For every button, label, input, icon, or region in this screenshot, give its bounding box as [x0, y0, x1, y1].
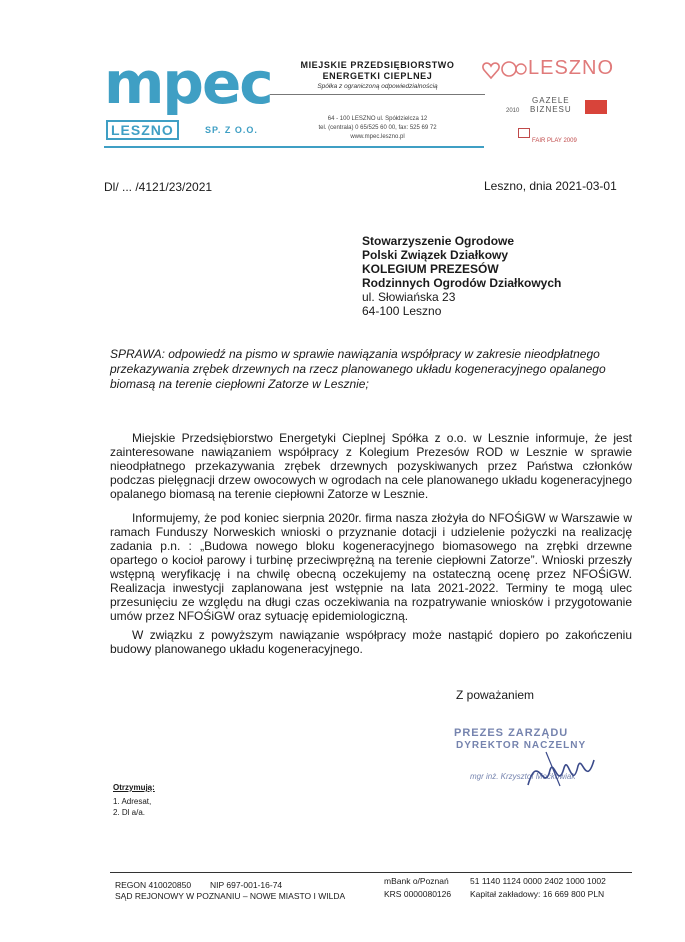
- city-logo-text: LESZNO: [528, 57, 615, 79]
- closing-salutation: Z poważaniem: [456, 688, 535, 702]
- footer-account: 51 1140 1124 0000 2402 1000 1002: [470, 876, 606, 886]
- fairplay-label: FAIR PLAY 2009: [532, 138, 577, 144]
- recipient-item-1: 1. Adresat,: [113, 797, 152, 806]
- city-heart-icon: [478, 58, 528, 82]
- footer-court: SĄD REJONOWY W POZNANIU – NOWE MIASTO I WILDA: [115, 891, 346, 901]
- body-paragraph-2: Informujemy, że pod koniec sierpnia 2020r. firma nasza złożyła do NFOŚiGW w Warszawie w ramach Funduszy Norweskich wnioski o przyznanie dotacji i udzielenie pożyczki na realizację zadania p.n. : „Budowa nowego bloku kogeneracyjnego biomasowego na zrębki drzewne opartego o kocioł parowy i turbinę przeciwprężną na terenie ciepłowni Zatorze”. Wnioski przeszły wstępną weryfikację i na chwilę obecną oczekujemy na ostateczną ocenę przez NFOŚiGW. Realizacja inwestycji zaplanowana jest wstępnie na lata 2021-2022. Terminy te mogą ulec przesunięciu ze względu na długi czas oczekiwania na rozpatrywanie wniosków i przygotowanie umów przez NFOŚiGW oraz sytuację epidemiologiczną.: [110, 511, 632, 623]
- gazele-award: [530, 96, 572, 114]
- recipient-item-2: 2. Dl a/a.: [113, 808, 146, 817]
- addressee-line3: KOLEGIUM PREZESÓW: [362, 262, 499, 276]
- company-subtitle: Spółka z ograniczoną odpowiedzialnością: [317, 83, 438, 90]
- footer-nip: NIP 697-001-16-74: [210, 880, 283, 890]
- addressee-block: [362, 234, 561, 318]
- address-line1: 64 - 100 LESZNO ul. Spółdzielcza 12: [327, 116, 428, 122]
- fairplay-icon: [518, 128, 530, 138]
- footer-krs: KRS 0000080126: [384, 889, 452, 899]
- award-year: 2010: [506, 108, 520, 114]
- addressee-line5: ul. Słowiańska 23: [362, 290, 456, 304]
- header-underline: [104, 146, 484, 148]
- letter-subject: SPRAWA: odpowiedź na pismo w sprawie nawiązania współpracy w zakresie nieodpłatnego przekazywania zrębek drzewnych na rzecz planowanego układu kogeneracyjnego opalanego biomasą na terenie ciepłowni Zatorze w Lesznie;: [110, 347, 606, 391]
- logo-city-label: LESZNO: [106, 120, 179, 140]
- award-line2: BIZNESU: [530, 105, 572, 114]
- reference-number: Dl/ ... /4121/23/2021: [104, 180, 213, 194]
- addressee-line6: 64-100 Leszno: [362, 304, 442, 318]
- letter-date: Leszno, dnia 2021-03-01: [484, 179, 617, 193]
- addressee-line2: Polski Związek Działkowy: [362, 248, 509, 262]
- recipients-heading: Otrzymują:: [113, 783, 155, 792]
- addressee-line1: Stowarzyszenie Ogrodowe: [362, 234, 515, 248]
- footer-bank: mBank o/Poznań: [384, 876, 449, 886]
- addressee-line4: Rodzinnych Ogrodów Działkowych: [362, 276, 562, 290]
- company-name-line2: ENERGETKI CIEPLNEJ: [322, 71, 433, 81]
- company-logo: mpec: [104, 49, 272, 117]
- award-line1: GAZELE: [532, 96, 570, 105]
- body-paragraph-1: Miejskie Przedsiębiorstwo Energetyki Cieplnej Spółka z o.o. w Lesznie informuje, że jest zainteresowane nawiązaniem współpracy z Kolegium Prezesów ROD w Lesznie w sprawie nieodpłatnego przekazywania zrębek drzewnych pozyskiwanych przez Państwa członków podczas pielęgnacji drzew owocowych w ogrodach na cele planowanego układu kogeneracyjnego opalanego biomasą na terenie ciepłowni Zatorze w Lesznie.: [110, 431, 632, 501]
- company-address: [270, 115, 485, 142]
- footer-regon: REGON 410020850: [115, 880, 192, 890]
- body-paragraph-3: W związku z powyższym nawiązanie współpracy może nastąpić dopiero po zakończeniu budowy planowanego układu kogeneracyjnego.: [110, 628, 632, 656]
- stamp-title: PREZES ZARZĄDU: [454, 727, 569, 739]
- stamp-name: mgr inż. Krzysztof Moćkowiak: [470, 772, 576, 781]
- footer-divider: [110, 872, 632, 873]
- logo-legal-form: SP. Z O.O.: [205, 125, 258, 135]
- company-name-line1: MIEJSKIE PRZEDSIĘBIORSTWO: [300, 60, 455, 70]
- header-divider: [270, 94, 485, 95]
- stamp-role: DYREKTOR NACZELNY: [456, 740, 587, 751]
- address-line2: tel. (centrala) 0 65/525 60 00, fax: 525 69 72: [318, 125, 437, 131]
- handwritten-signature: [520, 740, 600, 800]
- award-badge-icon: [585, 100, 607, 114]
- address-line3: www.mpec.leszno.pl: [350, 134, 405, 140]
- footer-capital: Kapitał zakładowy: 16 669 800 PLN: [470, 889, 605, 899]
- company-name: [270, 60, 485, 82]
